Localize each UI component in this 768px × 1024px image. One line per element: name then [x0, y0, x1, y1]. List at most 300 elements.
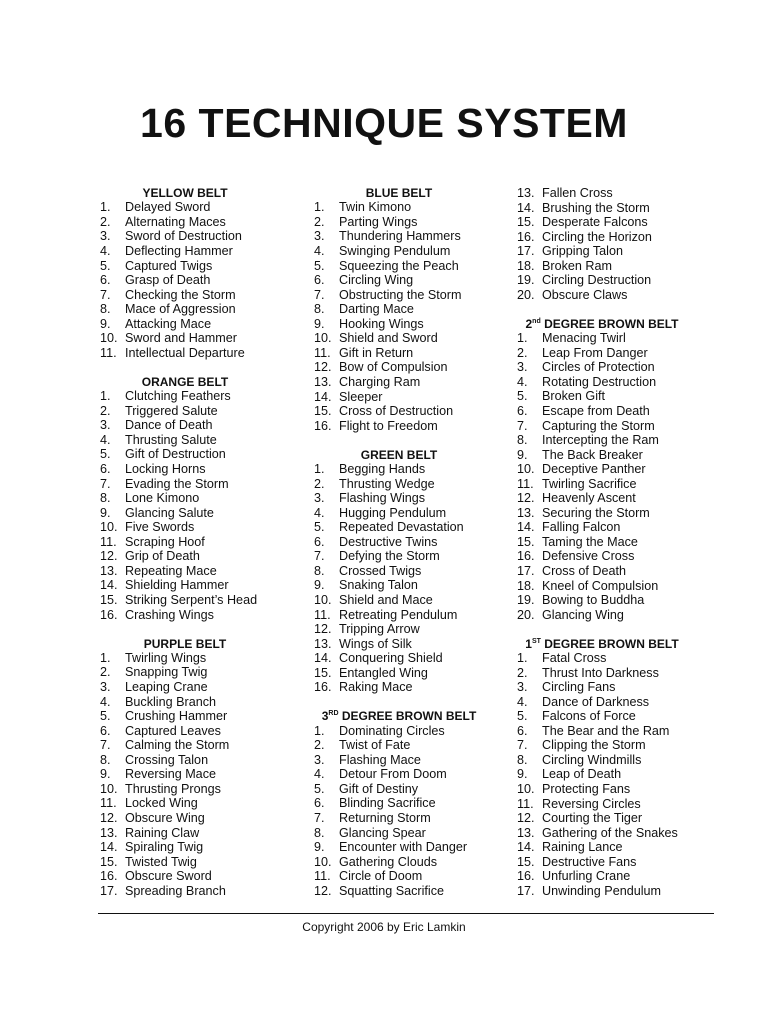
item-number: 6. — [517, 404, 528, 418]
technique-name: Circle of Doom — [339, 869, 423, 884]
heading-text: DEGREE BROWN BELT — [540, 316, 679, 331]
list-item — [100, 753, 300, 768]
list-item — [517, 666, 717, 681]
technique-name: Mace of Aggression — [125, 302, 236, 317]
technique-name: Obscure Wing — [125, 810, 205, 825]
list-item — [314, 302, 514, 317]
item-number: 7. — [314, 810, 325, 825]
item-number: 2. — [314, 738, 325, 753]
list-item — [100, 520, 300, 535]
technique-name: Snaking Talon — [339, 578, 418, 593]
item-number: 14. — [517, 200, 535, 215]
item-number: 12. — [314, 622, 332, 637]
technique-name: Circling Fans — [542, 680, 616, 695]
item-number: 3. — [100, 229, 111, 244]
technique-list — [517, 186, 717, 302]
list-item — [100, 826, 300, 841]
technique-name: Twirling Sacrifice — [542, 476, 637, 491]
list-item — [517, 375, 717, 390]
technique-name: Falcons of Force — [542, 709, 636, 724]
item-number: 14. — [100, 840, 118, 855]
technique-name: Crossing Talon — [125, 752, 209, 767]
list-item — [314, 462, 514, 477]
list-item — [100, 724, 300, 739]
technique-name: The Bear and the Ram — [542, 723, 670, 738]
list-item — [314, 390, 514, 405]
item-number: 7. — [517, 418, 528, 433]
item-number: 9. — [100, 316, 111, 331]
technique-name: Encounter with Danger — [339, 840, 468, 855]
list-item — [314, 477, 514, 492]
technique-name: Reversing Mace — [125, 767, 216, 782]
technique-name: Raining Lance — [542, 840, 623, 855]
list-item — [314, 666, 514, 681]
technique-name: Returning Storm — [339, 810, 431, 825]
footer-divider — [98, 913, 714, 914]
technique-name: Circling Wing — [339, 273, 414, 288]
list-item — [517, 811, 717, 826]
item-number: 2. — [100, 403, 111, 418]
technique-name: Gift of Destruction — [125, 447, 226, 462]
heading-text: DEGREE BROWN BELT — [338, 709, 477, 724]
technique-name: Sword of Destruction — [125, 229, 242, 244]
technique-name: Gathering of the Snakes — [542, 825, 678, 840]
technique-name: Detour From Doom — [339, 767, 447, 782]
item-number: 7. — [517, 738, 528, 753]
item-number: 7. — [314, 549, 325, 564]
item-number: 4. — [314, 244, 325, 259]
item-number: 19. — [517, 593, 535, 608]
item-number: 11. — [314, 345, 331, 360]
belt-heading — [314, 709, 484, 723]
technique-name: Twirling Wings — [125, 650, 207, 665]
item-number: 16. — [100, 869, 118, 884]
list-item — [100, 404, 300, 419]
item-number: 16. — [517, 549, 535, 564]
list-item — [517, 244, 717, 259]
technique-name: Bowing to Buddha — [542, 593, 645, 608]
item-number: 14. — [517, 520, 535, 535]
item-number: 8. — [100, 752, 111, 767]
technique-name: Shield and Sword — [339, 331, 438, 346]
item-number: 12. — [314, 883, 332, 898]
technique-name: Entangled Wing — [339, 665, 428, 680]
heading-number: 2 — [525, 316, 533, 331]
technique-name: Unfurling Crane — [542, 869, 631, 884]
list-item — [314, 680, 514, 695]
list-item — [314, 884, 514, 899]
technique-name: Spiraling Twig — [125, 840, 204, 855]
list-item — [517, 462, 717, 477]
technique-name: Heavenly Ascent — [542, 491, 636, 506]
technique-name: Protecting Fans — [542, 782, 631, 797]
item-number: 5. — [100, 447, 111, 462]
technique-name: Lone Kimono — [125, 491, 200, 506]
technique-name: Flashing Mace — [339, 752, 421, 767]
list-item — [100, 840, 300, 855]
technique-name: Deflecting Hammer — [125, 244, 233, 259]
item-number: 14. — [314, 651, 332, 666]
technique-name: Five Swords — [125, 520, 195, 535]
technique-name: Circling the Horizon — [542, 229, 652, 244]
technique-name: Gathering Clouds — [339, 854, 438, 869]
list-item — [100, 680, 300, 695]
item-number: 15. — [100, 592, 118, 607]
item-number: 17. — [517, 244, 535, 259]
list-item — [100, 433, 300, 448]
technique-name: Obscure Claws — [542, 287, 628, 302]
technique-name: Obstructing the Storm — [339, 287, 462, 302]
list-item — [314, 200, 514, 215]
list-item — [100, 782, 300, 797]
technique-list — [314, 724, 514, 899]
list-item — [314, 651, 514, 666]
belt-heading: ORANGE BELT — [141, 374, 229, 389]
technique-name: Clutching Feathers — [125, 389, 231, 404]
technique-name: Raking Mace — [339, 680, 413, 695]
list-item — [517, 724, 717, 739]
item-number: 13. — [314, 374, 332, 389]
item-number: 19. — [517, 273, 535, 288]
item-number: 10. — [100, 781, 118, 796]
technique-name: Cross of Death — [542, 564, 626, 579]
list-item — [517, 680, 717, 695]
item-number: 11. — [314, 607, 331, 622]
item-number: 1. — [517, 651, 528, 666]
list-item — [100, 200, 300, 215]
list-item — [314, 753, 514, 768]
list-item — [314, 317, 514, 332]
item-number: 10. — [517, 462, 535, 477]
technique-name: Defying the Storm — [339, 549, 440, 564]
list-item — [517, 360, 717, 375]
item-number: 15. — [100, 854, 118, 869]
list-item — [517, 273, 717, 288]
technique-name: Twist of Fate — [339, 738, 411, 753]
list-item — [314, 375, 514, 390]
section-spacer — [100, 360, 300, 375]
item-number: 13. — [517, 186, 535, 200]
list-item — [314, 767, 514, 782]
technique-name: Destructive Fans — [542, 854, 637, 869]
list-item — [100, 229, 300, 244]
technique-name: Broken Ram — [542, 258, 612, 273]
technique-name: Glancing Spear — [339, 825, 426, 840]
list-item — [100, 651, 300, 666]
item-number: 8. — [517, 752, 528, 767]
list-item — [517, 259, 717, 274]
list-item — [314, 535, 514, 550]
heading-ordinal: nd — [532, 317, 541, 325]
technique-name: Squatting Sacrifice — [339, 883, 445, 898]
list-item — [517, 826, 717, 841]
list-item — [314, 273, 514, 288]
item-number: 10. — [100, 331, 118, 346]
list-item — [517, 608, 717, 623]
item-number: 16. — [517, 229, 535, 244]
list-item — [314, 506, 514, 521]
item-number: 1. — [100, 389, 111, 404]
technique-name: Thundering Hammers — [339, 229, 461, 244]
technique-name: Repeated Devastation — [339, 520, 464, 535]
technique-name: Dance of Death — [125, 418, 213, 433]
technique-name: Scraping Hoof — [125, 534, 205, 549]
item-number: 2. — [517, 665, 528, 680]
technique-name: Unwinding Pendulum — [542, 883, 662, 898]
technique-list — [314, 462, 514, 695]
list-item — [314, 288, 514, 303]
technique-name: Reversing Circles — [542, 796, 641, 811]
technique-name: Sword and Hammer — [125, 331, 237, 346]
heading-ordinal: RD — [328, 710, 339, 718]
section-spacer — [314, 433, 514, 448]
item-number: 11. — [517, 476, 534, 491]
list-item — [100, 288, 300, 303]
item-number: 5. — [100, 258, 111, 273]
item-number: 10. — [100, 520, 118, 535]
technique-name: Shielding Hammer — [125, 578, 229, 593]
list-item — [517, 840, 717, 855]
technique-name: Alternating Maces — [125, 214, 226, 229]
item-number: 7. — [314, 287, 325, 302]
list-item — [314, 564, 514, 579]
belt-heading: GREEN BELT — [360, 447, 438, 462]
item-number: 11. — [100, 796, 117, 811]
item-number: 17. — [517, 883, 535, 898]
technique-name: Intellectual Departure — [125, 345, 245, 360]
list-item — [314, 796, 514, 811]
technique-name: Leap From Danger — [542, 345, 648, 360]
item-number: 8. — [314, 302, 325, 317]
item-number: 9. — [100, 505, 111, 520]
list-item — [314, 215, 514, 230]
column-3 — [517, 186, 717, 898]
item-number: 4. — [100, 694, 111, 709]
item-number: 14. — [517, 840, 535, 855]
technique-list — [517, 331, 717, 622]
item-number: 2. — [517, 345, 528, 360]
list-item — [517, 549, 717, 564]
technique-name: Raining Claw — [125, 825, 200, 840]
list-item — [517, 855, 717, 870]
technique-name: Attacking Mace — [125, 316, 212, 331]
item-number: 11. — [100, 534, 117, 549]
list-item — [517, 767, 717, 782]
item-number: 8. — [100, 491, 111, 506]
list-item — [100, 593, 300, 608]
technique-name: Fatal Cross — [542, 651, 607, 666]
item-number: 13. — [100, 563, 118, 578]
item-number: 9. — [314, 316, 325, 331]
item-number: 7. — [100, 738, 111, 753]
list-item — [517, 797, 717, 812]
technique-name: Capturing the Storm — [542, 418, 655, 433]
item-number: 11. — [517, 796, 534, 811]
item-number: 4. — [314, 505, 325, 520]
item-number: 1. — [314, 462, 325, 477]
list-item — [314, 549, 514, 564]
copyright-notice: Copyright 2006 by Eric Lamkin — [302, 920, 466, 934]
item-number: 14. — [314, 389, 332, 404]
item-number: 5. — [314, 258, 325, 273]
technique-name: Locking Horns — [125, 462, 206, 477]
technique-name: Begging Hands — [339, 462, 426, 477]
item-number: 16. — [100, 607, 118, 622]
technique-name: Swinging Pendulum — [339, 244, 451, 259]
list-item — [314, 360, 514, 375]
list-item — [100, 491, 300, 506]
technique-name: Sleeper — [339, 389, 383, 404]
item-number: 3. — [517, 680, 528, 695]
technique-name: Flight to Freedom — [339, 418, 438, 433]
technique-name: Thrusting Prongs — [125, 781, 221, 796]
list-item — [314, 826, 514, 841]
item-number: 16. — [314, 680, 332, 695]
technique-name: Deceptive Panther — [542, 462, 646, 477]
list-item — [517, 506, 717, 521]
item-number: 14. — [100, 578, 118, 593]
technique-name: Glancing Salute — [125, 505, 214, 520]
technique-name: Checking the Storm — [125, 287, 236, 302]
item-number: 12. — [517, 811, 535, 826]
item-number: 5. — [517, 709, 528, 724]
technique-name: Broken Gift — [542, 389, 605, 404]
technique-list — [100, 389, 300, 622]
item-number: 13. — [314, 636, 332, 651]
item-number: 1. — [100, 200, 111, 215]
technique-name: Gift of Destiny — [339, 781, 419, 796]
item-number: 20. — [517, 607, 535, 622]
list-item — [100, 549, 300, 564]
list-item — [517, 186, 717, 201]
technique-name: Desperate Falcons — [542, 215, 648, 230]
list-item — [517, 651, 717, 666]
item-number: 13. — [100, 825, 118, 840]
technique-name: Shield and Mace — [339, 592, 433, 607]
list-item — [314, 738, 514, 753]
list-item — [517, 389, 717, 404]
technique-list — [100, 651, 300, 898]
list-item — [100, 418, 300, 433]
item-number: 15. — [517, 534, 535, 549]
technique-name: Repeating Mace — [125, 563, 217, 578]
list-item — [517, 346, 717, 361]
list-item — [517, 477, 717, 492]
item-number: 6. — [100, 273, 111, 288]
item-number: 1. — [517, 331, 528, 346]
technique-name: Wings of Silk — [339, 636, 412, 651]
list-item — [100, 259, 300, 274]
item-number: 9. — [517, 447, 528, 462]
technique-name: Leap of Death — [542, 767, 622, 782]
technique-name: Hugging Pendulum — [339, 505, 447, 520]
list-item — [100, 695, 300, 710]
item-number: 6. — [517, 723, 528, 738]
list-item — [100, 506, 300, 521]
list-item — [100, 535, 300, 550]
list-item — [100, 608, 300, 623]
item-number: 15. — [517, 215, 535, 230]
technique-name: Securing the Storm — [542, 505, 650, 520]
technique-name: Crushing Hammer — [125, 709, 228, 724]
technique-name: Glancing Wing — [542, 607, 624, 622]
item-number: 3. — [100, 418, 111, 433]
list-item — [100, 578, 300, 593]
item-number: 5. — [314, 520, 325, 535]
section-spacer — [314, 695, 514, 710]
technique-name: Captured Leaves — [125, 723, 221, 738]
item-number: 16. — [314, 418, 332, 433]
item-number: 6. — [314, 796, 325, 811]
list-item — [100, 244, 300, 259]
technique-name: Dance of Darkness — [542, 694, 650, 709]
technique-name: Delayed Sword — [125, 200, 211, 215]
technique-name: Flashing Wings — [339, 491, 426, 506]
technique-name: Blinding Sacrifice — [339, 796, 436, 811]
list-item — [100, 389, 300, 404]
technique-name: Squeezing the Peach — [339, 258, 459, 273]
list-item — [517, 433, 717, 448]
technique-name: Brushing the Storm — [542, 200, 650, 215]
technique-name: Twin Kimono — [339, 200, 412, 215]
technique-name: Circling Windmills — [542, 752, 642, 767]
item-number: 4. — [517, 374, 528, 389]
list-item — [100, 346, 300, 361]
technique-name: Rotating Destruction — [542, 374, 657, 389]
item-number: 10. — [517, 782, 535, 797]
list-item — [517, 869, 717, 884]
item-number: 7. — [100, 287, 111, 302]
technique-name: Bow of Compulsion — [339, 360, 448, 375]
list-item — [100, 738, 300, 753]
item-number: 6. — [314, 273, 325, 288]
item-number: 6. — [314, 534, 325, 549]
list-item — [100, 273, 300, 288]
list-item — [517, 230, 717, 245]
item-number: 2. — [314, 476, 325, 491]
list-item — [314, 840, 514, 855]
item-number: 9. — [100, 767, 111, 782]
list-item — [517, 404, 717, 419]
list-item — [517, 288, 717, 303]
item-number: 10. — [314, 592, 332, 607]
list-item — [517, 535, 717, 550]
item-number: 6. — [100, 723, 111, 738]
list-item — [314, 622, 514, 637]
list-item — [517, 564, 717, 579]
technique-name: Dominating Circles — [339, 723, 445, 738]
item-number: 4. — [314, 767, 325, 782]
belt-heading: BLUE BELT — [365, 186, 433, 200]
heading-number: 1 — [525, 636, 532, 651]
technique-name: Taming the Mace — [542, 534, 638, 549]
item-number: 1. — [100, 650, 111, 665]
list-item — [100, 767, 300, 782]
list-item — [314, 331, 514, 346]
technique-name: Triggered Salute — [125, 403, 218, 418]
item-number: 12. — [100, 810, 118, 825]
list-item — [517, 491, 717, 506]
technique-name: Cross of Destruction — [339, 404, 454, 419]
technique-name: Leaping Crane — [125, 680, 208, 695]
technique-list — [314, 200, 514, 433]
item-number: 3. — [314, 752, 325, 767]
list-item — [314, 637, 514, 652]
item-number: 2. — [100, 665, 111, 680]
heading-number: 3 — [321, 709, 329, 724]
list-item — [314, 724, 514, 739]
list-item — [517, 331, 717, 346]
